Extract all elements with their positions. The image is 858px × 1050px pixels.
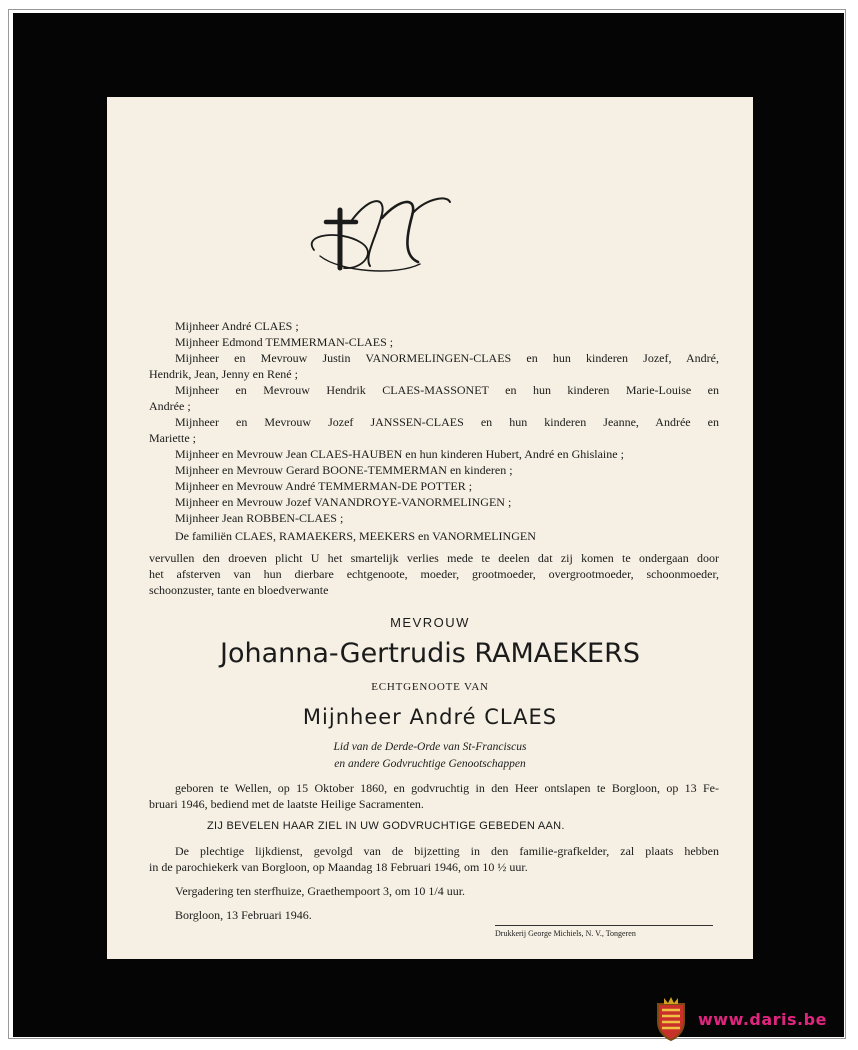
family-line-4: Hendrik, Jean, Jenny en René ;: [149, 367, 298, 381]
family-line-6: Andrée ;: [149, 399, 191, 413]
membership-line-1: Lid van de Derde-Orde van St-Franciscus: [333, 741, 527, 753]
relation-label: ECHTGENOOTE VAN: [371, 681, 489, 693]
gathering-info: Vergadering ten sterfhuize, Graethempoort 3, om 10 1/4 uur.: [175, 884, 466, 898]
funeral-line-2: in de parochiekerk van Borgloon, op Maandag 18 Februari 1946, om 10 ½ uur.: [149, 860, 528, 874]
family-line-12: Mijnheer en Mevrouw Jozef VANANDROYE-VANORMELINGEN ;: [175, 495, 512, 509]
details-line-2: bruari 1946, bediend met de laatste Heilige Sacramenten.: [149, 797, 424, 811]
family-line-7: Mijnheer en Mevrouw Jozef JANSSEN-CLAES en hun kinderen Jeanne, Andrée en: [175, 415, 719, 429]
deceased-title: MEVROUW: [390, 615, 470, 630]
mourning-card: [107, 97, 753, 959]
announcement-line-3: schoonzuster, tante en bloedverwante: [149, 583, 329, 597]
family-line-13: Mijnheer Jean ROBBEN-CLAES ;: [175, 511, 344, 525]
deceased-name: Johanna-Gertrudis RAMAEKERS: [220, 638, 640, 669]
announcement-line-2: het afsterven van hun dierbare echtgenoote, moeder, grootmoeder, overgrootmoeder, schoonmoeder,: [149, 567, 719, 581]
family-line-8: Mariette ;: [149, 431, 196, 445]
coat-of-arms-icon: [654, 996, 688, 1042]
place-date: Borgloon, 13 Februari 1946.: [175, 908, 312, 922]
details-line-1: geboren te Wellen, op 15 Oktober 1860, en godvruchtig in den Heer ontslapen te Borgloon, op 13 Fe-: [175, 781, 719, 795]
prayer-request: ZIJ BEVELEN HAAR ZIEL IN UW GODVRUCHTIGE GEBEDEN AAN.: [207, 820, 565, 832]
family-line-2: Mijnheer Edmond TEMMERMAN-CLAES ;: [175, 335, 394, 349]
cross-monogram-icon: [300, 190, 460, 285]
family-line-11: Mijnheer en Mevrouw André TEMMERMAN-DE POTTER ;: [175, 479, 473, 493]
family-line-9: Mijnheer en Mevrouw Jean CLAES-HAUBEN en hun kinderen Hubert, André en Ghislaine ;: [175, 447, 624, 461]
printer-credit: Drukkerij George Michiels, N. V., Tongeren: [495, 925, 713, 938]
family-line-1: Mijnheer André CLAES ;: [175, 319, 299, 333]
family-line-5: Mijnheer en Mevrouw Hendrik CLAES-MASSONET en hun kinderen Marie-Louise en: [175, 383, 719, 397]
membership-line-2: en andere Godvruchtige Genootschappen: [334, 758, 526, 770]
family-line-14: De familiën CLAES, RAMAEKERS, MEEKERS en VANORMELINGEN: [175, 529, 536, 543]
family-line-3: Mijnheer en Mevrouw Justin VANORMELINGEN-CLAES en hun kinderen Jozef, André,: [175, 351, 719, 365]
announcement-line-1: vervullen den droeven plicht U het smartelijk verlies mede te deelen dat zij komen te ondergaan door: [149, 551, 719, 565]
funeral-line-1: De plechtige lijkdienst, gevolgd van de bijzetting in den familie-grafkelder, zal plaats hebben: [175, 844, 719, 858]
husband-name: Mijnheer André CLAES: [302, 705, 558, 729]
family-line-10: Mijnheer en Mevrouw Gerard BOONE-TEMMERMAN en kinderen ;: [175, 463, 513, 477]
watermark-link[interactable]: www.daris.be: [698, 1010, 827, 1029]
